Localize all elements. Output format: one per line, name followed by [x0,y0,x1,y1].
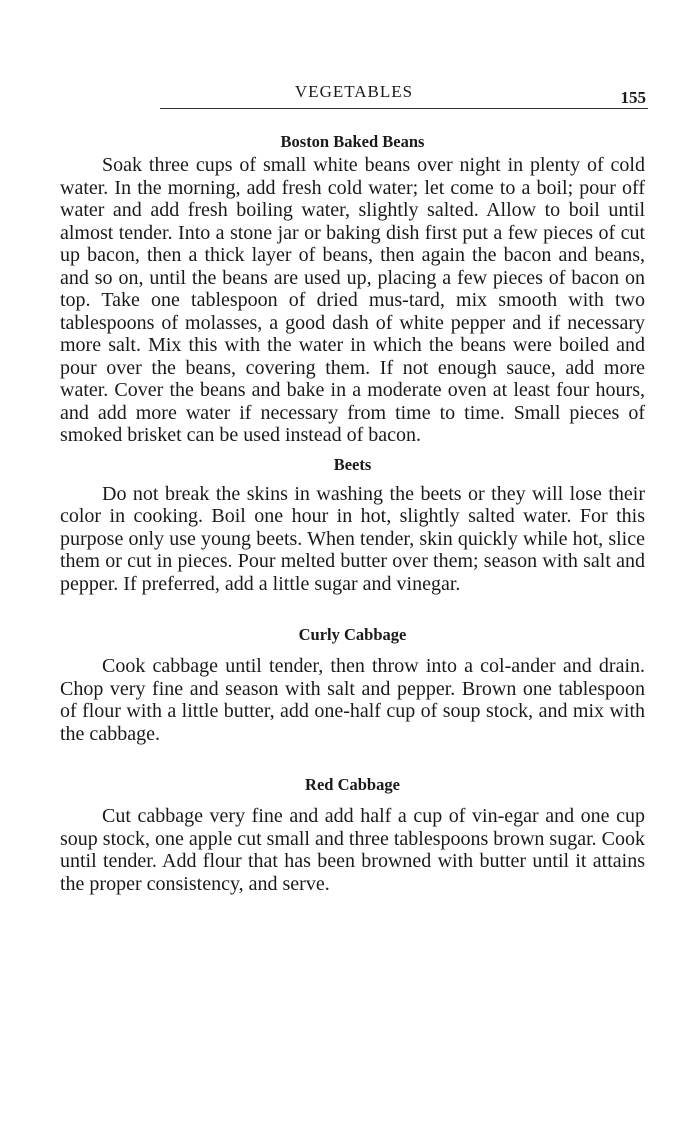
running-title: VEGETABLES [294,82,414,101]
recipe-text: Soak three cups of small white beans over night in plenty of cold water. In the morning, add fresh cold water; let come to a boil; pour off water and add fresh boiling water, slightly salted. Allow to boil until almost tender. Into a stone jar or baking dish first put a few pieces of cut up bacon, then a thick layer of beans, then again the bacon and beans, and so on, until the beans are used up, placing a few pieces of bacon on top. Take one tablespoon of dried mus-tard, mix smooth with two tablespoons of molasses, a good dash of white pepper and if necessary more salt. Mix this with the water in which the beans were boiled and pour over the beans, covering them. If not enough sauce, add more water. Cover the beans and bake in a moderate oven at least four hours, and add more water if necessary from time to time. Small pieces of smoked brisket can be used instead of bacon. [60,154,645,446]
recipe-boston-baked-beans [60,132,645,447]
page-body [60,132,645,895]
recipe-text: Cook cabbage until tender, then throw into a col-ander and drain. Chop very fine and season with salt and pepper. Brown one tablespoon of flour with a little butter, add one-half cup of soup stock, and mix with the cabbage. [60,655,645,745]
recipe-title: Boston Baked Beans [280,132,425,151]
recipe-title: Red Cabbage [305,775,400,794]
recipe-title: Curly Cabbage [298,625,407,644]
recipe-curly-cabbage [60,625,645,745]
running-head [60,82,648,114]
recipe-text: Cut cabbage very fine and add half a cup of vin-egar and one cup soup stock, one apple cut small and three tablespoons brown sugar. Cook until tender. Add flour that has been browned with butter until it attains the proper consistency, and serve. [60,805,645,895]
recipe-title: Beets [333,454,372,474]
recipe-red-cabbage [60,775,645,895]
recipe-text: Do not break the skins in washing the beets or they will lose their color in cooking. Boil one hour in hot, slightly salted water. For this purpose only use young beets. When tender, skin quickly while hot, slice them or cut in pieces. Pour melted butter over them; season with salt and pepper. If preferred, add a little sugar and vinegar. [60,482,645,595]
recipe-beets [60,455,645,596]
page-number: 155 [620,88,646,107]
header-rule [160,108,648,109]
